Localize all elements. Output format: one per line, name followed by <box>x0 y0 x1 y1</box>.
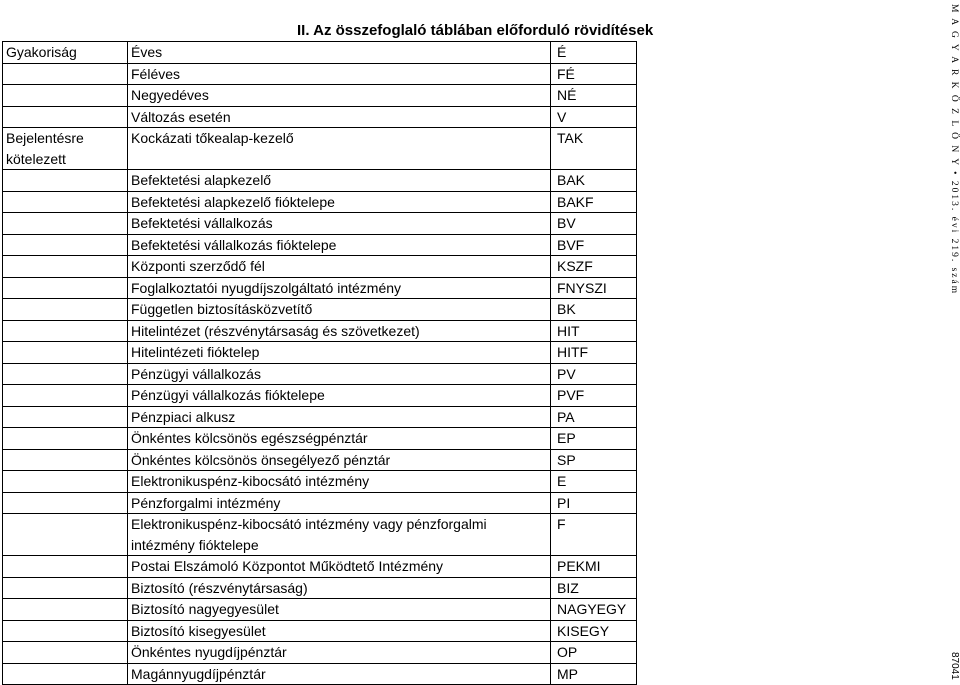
category-cell <box>3 620 128 642</box>
label-cell: Pénzforgalmi intézmény <box>128 492 551 514</box>
label-cell: Központi szerződő fél <box>128 256 551 278</box>
table-row <box>3 406 637 428</box>
label-cell: Éves <box>128 42 551 64</box>
category-cell <box>3 514 128 556</box>
category-cell <box>3 663 128 685</box>
abbreviation-table <box>2 41 637 685</box>
abbreviation-cell: KISEGY <box>551 620 637 642</box>
label-cell: Önkéntes kölcsönös önsegélyező pénztár <box>128 449 551 471</box>
category-cell: Gyakoriság <box>3 42 128 64</box>
page-number: 87041 <box>949 652 960 680</box>
category-cell <box>3 577 128 599</box>
abbreviation-cell: KSZF <box>551 256 637 278</box>
abbreviation-cell: PI <box>551 492 637 514</box>
table-row <box>3 256 637 278</box>
label-cell: Pénzpiaci alkusz <box>128 406 551 428</box>
abbreviation-cell: SP <box>551 449 637 471</box>
table-row <box>3 556 637 578</box>
table-row <box>3 277 637 299</box>
label-cell: Biztosító kisegyesület <box>128 620 551 642</box>
category-cell <box>3 277 128 299</box>
abbreviation-cell: BAKF <box>551 191 637 213</box>
table-row <box>3 42 637 64</box>
abbreviation-cell: E <box>551 471 637 493</box>
category-cell <box>3 320 128 342</box>
abbreviation-cell: FNYSZI <box>551 277 637 299</box>
abbreviation-cell: É <box>551 42 637 64</box>
table-row <box>3 170 637 192</box>
table-row <box>3 128 637 170</box>
table-row <box>3 320 637 342</box>
category-cell <box>3 170 128 192</box>
category-cell <box>3 256 128 278</box>
category-cell <box>3 342 128 364</box>
table-row <box>3 449 637 471</box>
label-cell: Negyedéves <box>128 85 551 107</box>
abbreviation-cell: FÉ <box>551 63 637 85</box>
abbreviation-cell: OP <box>551 642 637 664</box>
abbreviation-cell: PEKMI <box>551 556 637 578</box>
category-cell <box>3 449 128 471</box>
category-cell <box>3 492 128 514</box>
category-cell <box>3 213 128 235</box>
abbreviation-cell: BK <box>551 299 637 321</box>
label-cell: Változás esetén <box>128 106 551 128</box>
category-cell <box>3 191 128 213</box>
abbreviation-cell: NÉ <box>551 85 637 107</box>
abbreviation-cell: MP <box>551 663 637 685</box>
label-cell: Pénzügyi vállalkozás fióktelepe <box>128 385 551 407</box>
label-cell: Befektetési alapkezelő <box>128 170 551 192</box>
table-row <box>3 106 637 128</box>
category-cell <box>3 106 128 128</box>
abbreviation-cell: PA <box>551 406 637 428</box>
label-cell: Biztosító nagyegyesület <box>128 599 551 621</box>
abbreviation-cell: F <box>551 514 637 556</box>
table-row <box>3 620 637 642</box>
category-cell <box>3 642 128 664</box>
section-title: II. Az összefoglaló táblában előforduló rövidítések <box>297 22 654 39</box>
table-row <box>3 428 637 450</box>
category-cell <box>3 406 128 428</box>
label-cell: Biztosító (részvénytársaság) <box>128 577 551 599</box>
label-cell: Független biztosításközvetítő <box>128 299 551 321</box>
abbreviation-cell: V <box>551 106 637 128</box>
abbreviation-cell: TAK <box>551 128 637 170</box>
category-cell: Bejelentésre kötelezett <box>3 128 128 170</box>
table-row <box>3 342 637 364</box>
journal-running-header: M A G Y A R K Ö Z L Ö N Y • 2013. évi 219. szám <box>949 4 959 296</box>
abbreviation-cell: BV <box>551 213 637 235</box>
table-row <box>3 363 637 385</box>
label-cell: Befektetési vállalkozás <box>128 213 551 235</box>
abbreviation-cell: HITF <box>551 342 637 364</box>
table-row <box>3 514 637 556</box>
label-cell: Postai Elszámoló Központot Működtető Intézmény <box>128 556 551 578</box>
category-cell <box>3 428 128 450</box>
label-cell: Hitelintézeti fióktelep <box>128 342 551 364</box>
abbreviation-cell: BVF <box>551 234 637 256</box>
abbreviation-table-body <box>3 42 637 685</box>
table-row <box>3 85 637 107</box>
label-cell: Önkéntes kölcsönös egészségpénztár <box>128 428 551 450</box>
category-cell <box>3 385 128 407</box>
abbreviation-cell: NAGYEGY <box>551 599 637 621</box>
abbreviation-cell: HIT <box>551 320 637 342</box>
table-row <box>3 492 637 514</box>
table-row <box>3 63 637 85</box>
abbreviation-cell: PVF <box>551 385 637 407</box>
table-row <box>3 213 637 235</box>
table-row <box>3 577 637 599</box>
label-cell: Foglalkoztatói nyugdíjszolgáltató intézmény <box>128 277 551 299</box>
abbreviation-cell: EP <box>551 428 637 450</box>
category-cell <box>3 471 128 493</box>
category-cell <box>3 299 128 321</box>
label-cell: Magánnyugdíjpénztár <box>128 663 551 685</box>
label-cell: Féléves <box>128 63 551 85</box>
category-cell <box>3 599 128 621</box>
label-cell: Elektronikuspénz-kibocsátó intézmény <box>128 471 551 493</box>
table-row <box>3 299 637 321</box>
category-cell <box>3 234 128 256</box>
abbreviation-cell: BAK <box>551 170 637 192</box>
category-cell <box>3 63 128 85</box>
table-row <box>3 663 637 685</box>
category-cell <box>3 363 128 385</box>
label-cell: Pénzügyi vállalkozás <box>128 363 551 385</box>
table-row <box>3 471 637 493</box>
label-cell: Önkéntes nyugdíjpénztár <box>128 642 551 664</box>
category-cell <box>3 85 128 107</box>
table-row <box>3 385 637 407</box>
table-row <box>3 191 637 213</box>
category-cell <box>3 556 128 578</box>
abbreviation-cell: PV <box>551 363 637 385</box>
table-row <box>3 599 637 621</box>
label-cell: Elektronikuspénz-kibocsátó intézmény vagy pénzforgalmi intézmény fióktelepe <box>128 514 551 556</box>
table-row <box>3 234 637 256</box>
label-cell: Hitelintézet (részvénytársaság és szövetkezet) <box>128 320 551 342</box>
label-cell: Befektetési alapkezelő fióktelepe <box>128 191 551 213</box>
label-cell: Kockázati tőkealap-kezelő <box>128 128 551 170</box>
abbreviation-cell: BIZ <box>551 577 637 599</box>
label-cell: Befektetési vállalkozás fióktelepe <box>128 234 551 256</box>
table-row <box>3 642 637 664</box>
